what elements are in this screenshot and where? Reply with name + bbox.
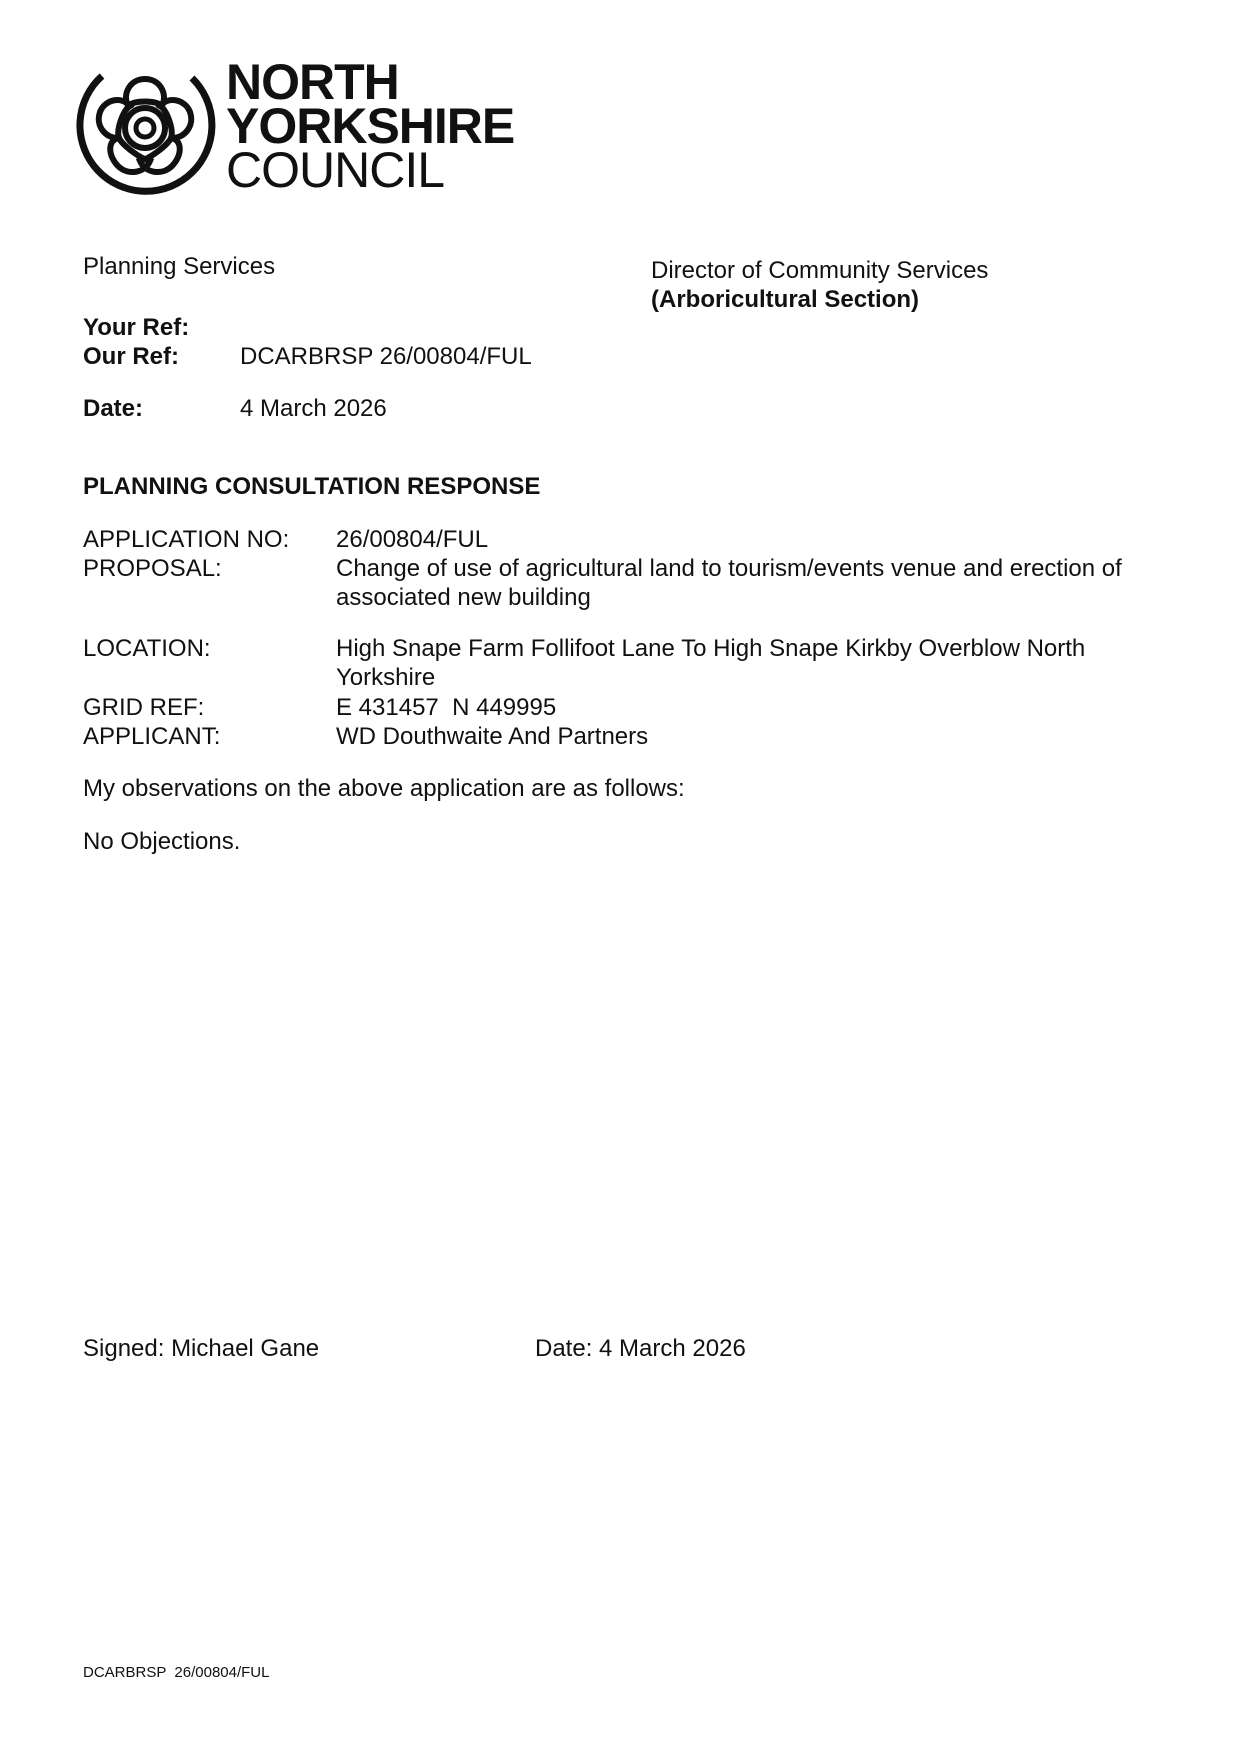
- document-heading: PLANNING CONSULTATION RESPONSE: [83, 473, 541, 500]
- recipient-line-2: (Arboricultural Section): [651, 286, 920, 313]
- proposal-label: PROPOSAL:: [83, 555, 222, 582]
- your-ref-label: Your Ref:: [83, 314, 190, 341]
- council-logo-wordmark: [226, 54, 515, 198]
- signed-by: Signed: Michael Gane: [83, 1335, 320, 1362]
- logo-line-yorkshire: YORKSHIRE: [226, 98, 515, 154]
- logo-line-north: NORTH: [226, 54, 399, 110]
- application-no-value: 26/00804/FUL: [336, 526, 489, 553]
- department-name: Planning Services: [83, 253, 276, 280]
- observations-intro: My observations on the above application are as follows:: [83, 775, 685, 802]
- our-ref-label: Our Ref:: [83, 343, 179, 370]
- location-value: High Snape Farm Follifoot Lane To High Snape Kirkby Overblow North Yorkshire: [336, 635, 1086, 691]
- signature-date: Date: 4 March 2026: [535, 1335, 746, 1362]
- proposal-value: Change of use of agricultural land to tourism/events venue and erection of associated new building: [336, 555, 1122, 611]
- applicant-value: WD Douthwaite And Partners: [336, 723, 649, 750]
- grid-ref-label: GRID REF:: [83, 694, 205, 721]
- grid-ref-value: E 431457 N 449995: [336, 694, 557, 721]
- date-label: Date:: [83, 395, 144, 422]
- white-rose-emblem-icon: [72, 54, 218, 200]
- footer-reference: DCARBRSP 26/00804/FUL: [83, 1664, 270, 1681]
- location-label: LOCATION:: [83, 635, 211, 662]
- application-no-label: APPLICATION NO:: [83, 526, 290, 553]
- date-value: 4 March 2026: [240, 395, 387, 422]
- our-ref-value: DCARBRSP 26/00804/FUL: [240, 343, 532, 370]
- response-text: No Objections.: [83, 828, 241, 855]
- recipient-line-1: Director of Community Services: [651, 257, 989, 284]
- logo-line-council: COUNCIL: [226, 142, 445, 198]
- applicant-label: APPLICANT:: [83, 723, 221, 750]
